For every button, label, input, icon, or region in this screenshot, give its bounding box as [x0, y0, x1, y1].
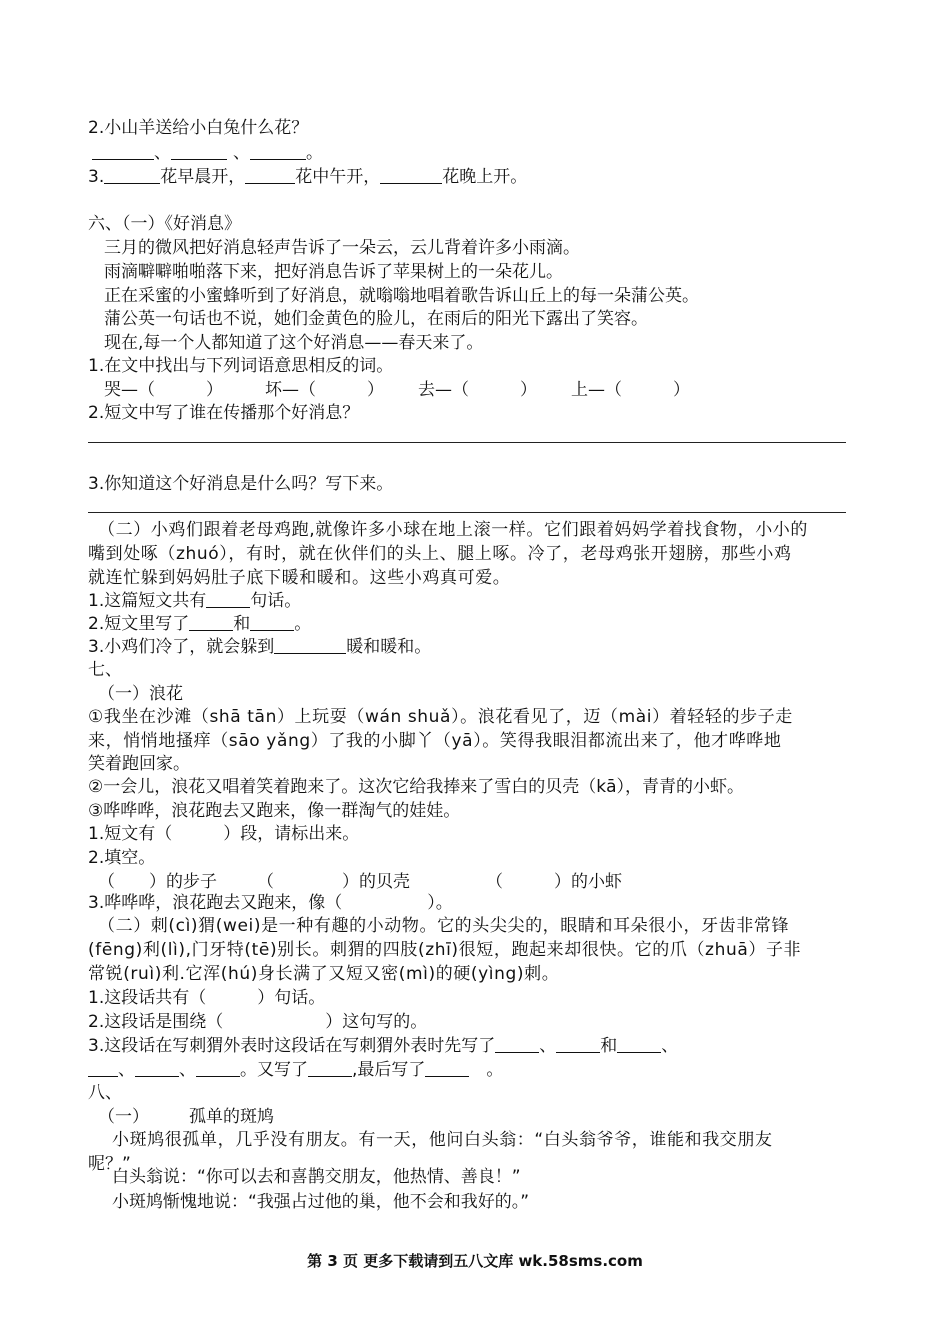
passage-line: 笑着跑回家。: [88, 754, 190, 774]
question-3: 3.你知道这个好消息是什么吗？写下来。: [88, 474, 394, 494]
subsection-label: （一）: [98, 1107, 149, 1127]
answer-blank[interactable]: [495, 1035, 539, 1053]
question-2: 2.这段话是围绕（ ）这句写的。: [88, 1012, 428, 1032]
separator: 、: [154, 143, 171, 163]
answer-line[interactable]: [88, 442, 846, 443]
antonym-item[interactable]: 去—（ ）: [418, 380, 537, 400]
question-3: [88, 1034, 870, 1058]
passage-line: 嘴到处啄（zhuó），有时，就在伙伴们的头上、腿上啄。冷了，老母鸡张开翅膀，那些小鸡: [88, 544, 792, 564]
answer-blank[interactable]: [196, 1059, 240, 1077]
question-1: 1.这段话共有（ ）句话。: [88, 988, 326, 1008]
passage-line: 蒲公英一句话也不说，她们金黄色的脸儿，在雨后的阳光下露出了笑容。: [104, 309, 648, 329]
passage-line: 来，悄悄地搔痒（sāo yǎng）了我的小脚丫（yā）。笑得我眼泪都流出来了，他才哗哗地: [88, 731, 782, 751]
separator: 、: [179, 1060, 196, 1080]
subsection-name: 孤单的斑鸠: [189, 1107, 274, 1127]
antonym-item[interactable]: 坏—（ ）: [265, 380, 384, 400]
question-1: 1.短文有（ ）段，请标出来。: [88, 824, 360, 844]
answer-blank[interactable]: [250, 142, 306, 160]
passage-line: ③哗哗哗，浪花跑去又跑来，像一群淘气的娃娃。: [88, 801, 461, 821]
passage-line: 小斑鸠很孤单，几乎没有朋友。有一天，他问白头翁：“白头翁爷爷，谁能和我交朋友: [112, 1130, 773, 1150]
question-3: [88, 635, 870, 659]
question-text: 花早晨开，: [160, 167, 246, 187]
subsection-title: （一）浪花: [98, 684, 183, 704]
question-2: [88, 116, 870, 140]
question-2: 2.短文中写了谁在传播那个好消息？: [88, 403, 360, 423]
section-8-title: 八、: [88, 1083, 122, 1103]
question-text: 2.短文里写了: [88, 614, 190, 634]
passage-line: 雨滴噼噼啪啪落下来，把好消息告诉了苹果树上的一朵花儿。: [104, 262, 563, 282]
answer-blank[interactable]: [189, 613, 233, 631]
passage-line: （二）刺(cì)猬(wei)是一种有趣的小动物。它的头尖尖的，眼睛和耳朵很小，牙齿非常锋: [98, 916, 790, 936]
passage-line: 正在采蜜的小蜜蜂听到了好消息，就嗡嗡地唱着歌告诉山丘上的每一朵蒲公英。: [104, 286, 699, 306]
question-3: [88, 165, 870, 189]
answer-blank[interactable]: [380, 166, 442, 184]
page-footer: 第 3 页 更多下载请到五八文库 wk.58sms.com: [307, 1252, 643, 1270]
question-2: [88, 612, 870, 636]
question-2-blanks: [88, 141, 870, 165]
answer-blank[interactable]: [171, 142, 227, 160]
question-text: ,最后写了: [352, 1060, 426, 1080]
question-number: 3.: [88, 167, 105, 187]
passage-line: ①我坐在沙滩（shā tān）上玩耍（wán shuǎ）。浪花看见了，迈（mài）着轻轻的步子走: [88, 707, 793, 727]
answer-blank[interactable]: [104, 166, 160, 184]
answer-blank[interactable]: [245, 166, 295, 184]
separator: 、: [661, 1036, 679, 1056]
section-7-title: 七、: [88, 660, 122, 680]
question-text: 暖和暖和。: [346, 637, 432, 657]
question-text: 3.这段话在写刺猬外表时这段话在写刺猬外表时先写了: [88, 1036, 496, 1056]
answer-blank[interactable]: [135, 1059, 179, 1077]
passage-line: （二）小鸡们跟着老母鸡跑,就像许多小球在地上滚一样。它们跟着妈妈学着找食物，小小的: [98, 520, 809, 540]
question-text: 。又写了: [240, 1060, 308, 1080]
separator: 。: [306, 143, 323, 163]
answer-blank[interactable]: [92, 142, 154, 160]
subsection-title: [98, 1105, 870, 1129]
question-text: 3.小鸡们冷了，就会躲到: [88, 637, 275, 657]
answer-blank[interactable]: [425, 1059, 469, 1077]
antonym-row: [104, 378, 870, 402]
fill-item[interactable]: （ ）的贝壳: [257, 872, 410, 892]
question-3-cont: [88, 1058, 870, 1082]
question-3: 3.哗哗哗，浪花跑去又跑来，像（ ）。: [88, 893, 453, 913]
question-text: 。: [469, 1060, 504, 1080]
separator: 、: [233, 143, 250, 163]
question-1: [88, 589, 870, 613]
separator: 、: [539, 1036, 557, 1056]
passage-line: ②一会儿，浪花又唱着笑着跑来了。这次它给我捧来了雪白的贝壳（kā），青青的小虾。: [88, 777, 745, 797]
answer-blank[interactable]: [308, 1059, 352, 1077]
fill-item[interactable]: （ ）的小虾: [486, 872, 622, 892]
passage-line: 呢？”: [88, 1154, 131, 1174]
answer-blank[interactable]: [274, 636, 346, 654]
section-6-title: 六、（一）《好消息》: [88, 214, 241, 234]
question-2: 2.填空。: [88, 848, 156, 868]
passage-line: 常锐(ruì)利.它浑(hú)身长满了又短又密(mì)的硬(yìng)刺。: [88, 964, 560, 984]
fill-item[interactable]: （ ）的步子: [98, 872, 217, 892]
answer-blank[interactable]: [206, 590, 250, 608]
passage-line: (fēng)利(lì),门牙特(tē)别长。刺猬的四肢(zhī)很短，跑起来却很快。它的爪（zhuā）子非: [88, 940, 802, 960]
question-text: 2.小山羊送给小白兔什么花？: [88, 118, 309, 138]
answer-blank[interactable]: [88, 1059, 118, 1077]
passage-line: 现在,每一个人都知道了这个好消息——春天来了。: [104, 333, 484, 353]
separator: 、: [118, 1060, 135, 1080]
antonym-item[interactable]: 上—（ ）: [571, 380, 690, 400]
question-text: 和: [600, 1036, 618, 1056]
question-text: 1.这篇短文共有: [88, 591, 207, 611]
passage-line: 就连忙躲到妈妈肚子底下暖和暖和。这些小鸡真可爱。: [88, 568, 511, 588]
question-text: 句话。: [250, 591, 302, 611]
question-text: 和: [233, 614, 251, 634]
passage-line: 小斑鸠惭愧地说：“我强占过他的巢，他不会和我好的。”: [112, 1192, 530, 1212]
answer-blank[interactable]: [617, 1035, 661, 1053]
question-1: 1.在文中找出与下列词语意思相反的词。: [88, 356, 394, 376]
antonym-item[interactable]: 哭—（ ）: [104, 380, 223, 400]
question-text: 。: [294, 614, 312, 634]
passage-line: 三月的微风把好消息轻声告诉了一朵云，云儿背着许多小雨滴。: [104, 238, 580, 258]
question-text: 花晚上开。: [442, 167, 528, 187]
answer-line[interactable]: [88, 512, 846, 513]
answer-blank[interactable]: [556, 1035, 600, 1053]
passage-line: 白头翁说：“你可以去和喜鹊交朋友，他热情、善良！”: [112, 1167, 521, 1187]
question-text: 花中午开，: [295, 167, 381, 187]
answer-blank[interactable]: [250, 613, 294, 631]
